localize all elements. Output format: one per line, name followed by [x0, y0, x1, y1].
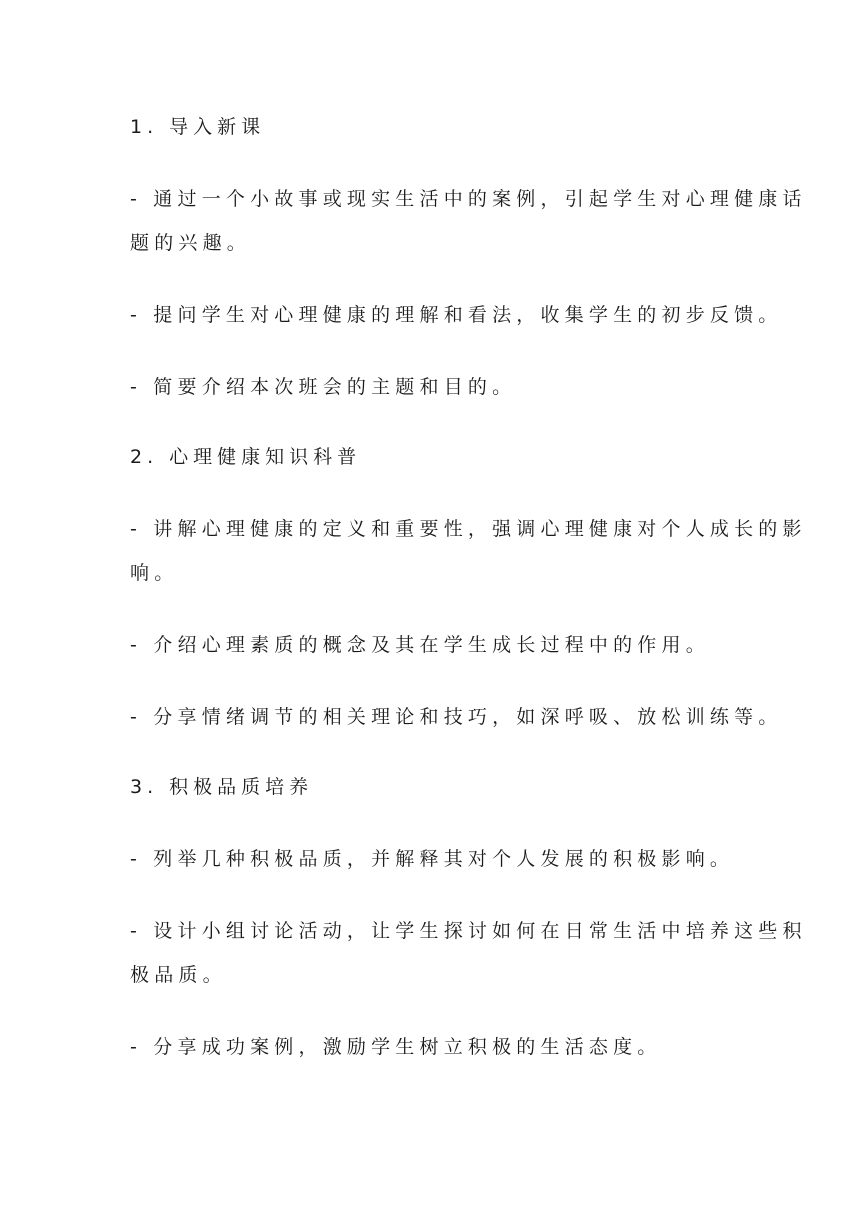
section-1-item-1-line-1: - 通过一个小故事或现实生活中的案例，引起学生对心理健康话 [130, 188, 807, 210]
section-2-item-1-line-2: 响。 [130, 562, 179, 584]
section-1-item-2: - 提问学生对心理健康的理解和看法，收集学生的初步反馈。 [130, 304, 783, 326]
section-1-item-1-line-2: 题的兴趣。 [130, 232, 252, 254]
section-1-item-3: - 简要介绍本次班会的主题和目的。 [130, 376, 517, 398]
section-3-item-1: - 列举几种积极品质，并解释其对个人发展的积极影响。 [130, 848, 735, 870]
section-3-item-2-line-2: 极品质。 [130, 964, 227, 986]
section-2-item-3: - 分享情绪调节的相关理论和技巧，如深呼吸、放松训练等。 [130, 706, 783, 728]
section-2-item-2: - 介绍心理素质的概念及其在学生成长过程中的作用。 [130, 634, 710, 656]
section-3-item-2-line-1: - 设计小组讨论活动，让学生探讨如何在日常生活中培养这些积 [130, 920, 807, 942]
section-1-heading: 1. 导入新课 [130, 116, 266, 138]
section-2-item-1-line-1: - 讲解心理健康的定义和重要性，强调心理健康对个人成长的影 [130, 518, 807, 540]
section-3-heading: 3. 积极品质培养 [130, 776, 314, 798]
section-2-heading: 2. 心理健康知识科普 [130, 446, 362, 468]
section-3-item-3: - 分享成功案例，激励学生树立积极的生活态度。 [130, 1036, 662, 1058]
